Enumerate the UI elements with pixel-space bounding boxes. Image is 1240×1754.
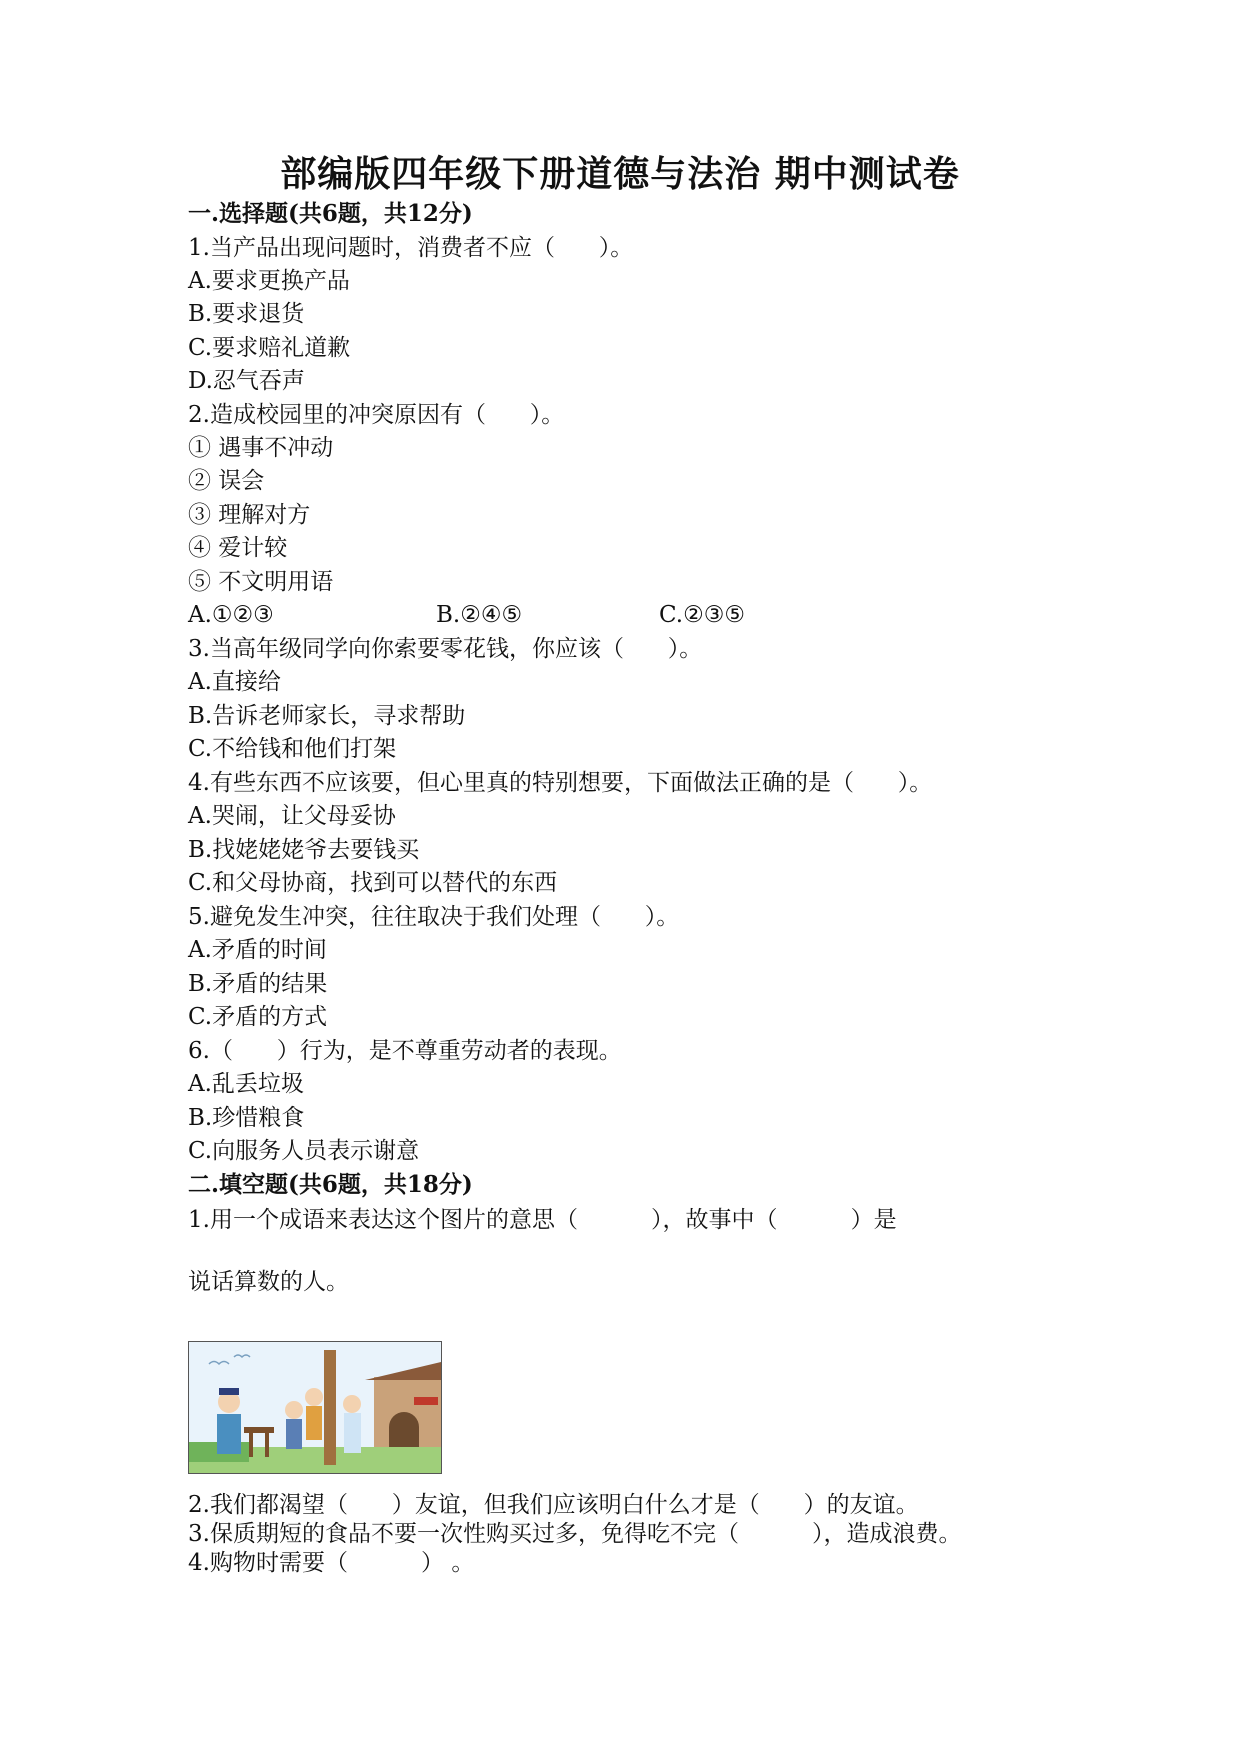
- statement-item: ⑤ 不文明用语: [188, 569, 334, 595]
- answer-option: B.找姥姥姥爷去要钱买: [188, 837, 420, 863]
- answer-option: B.告诉老师家长，寻求帮助: [188, 703, 466, 729]
- answer-option: A.乱丢垃圾: [188, 1071, 304, 1097]
- statement-item: ④ 爱计较: [188, 535, 288, 561]
- statement-item: ① 遇事不冲动: [188, 435, 334, 461]
- statement-item: ③ 理解对方: [188, 502, 311, 528]
- fill-question: 4.购物时需要（ ） 。: [188, 1550, 475, 1576]
- answer-option: A.要求更换产品: [188, 268, 350, 294]
- question-stem: 1.当产品出现问题时，消费者不应（ ）。: [188, 235, 634, 261]
- answer-option: B.要求退货: [188, 301, 305, 327]
- question-stem: 2.造成校园里的冲突原因有（ ）。: [188, 402, 565, 428]
- answer-option: C.矛盾的方式: [188, 1004, 328, 1030]
- answer-option: C.和父母协商，找到可以替代的东西: [188, 870, 558, 896]
- answer-option: B.②④⑤: [436, 602, 523, 628]
- answer-option: A.①②③: [188, 602, 274, 628]
- answer-option: C.向服务人员表示谢意: [188, 1138, 420, 1164]
- answer-option: C.②③⑤: [659, 602, 745, 628]
- page-title: 部编版四年级下册道德与法治 期中测试卷: [280, 153, 960, 195]
- question-stem: 6.（ ）行为，是不尊重劳动者的表现。: [188, 1038, 622, 1064]
- answer-option: D.忍气吞声: [188, 368, 305, 394]
- question-stem: 4.有些东西不应该要，但心里真的特别想要，下面做法正确的是（ ）。: [188, 770, 933, 796]
- section-header-choice: 一.选择题(共6题，共12分): [188, 200, 473, 227]
- statement-item: ② 误会: [188, 468, 265, 494]
- question-stem: 5.避免发生冲突，往往取决于我们处理（ ）。: [188, 904, 680, 930]
- fill-question-continuation: 说话算数的人。: [188, 1269, 349, 1295]
- answer-option: C.不给钱和他们打架: [188, 736, 397, 762]
- question-stem: 3.当高年级同学向你索要零花钱，你应该（ ）。: [188, 636, 703, 662]
- answer-option: B.珍惜粮食: [188, 1105, 305, 1131]
- story-illustration-icon: [188, 1341, 442, 1474]
- answer-option: C.要求赔礼道歉: [188, 335, 351, 361]
- answer-option-row: [188, 600, 1088, 630]
- fill-question: 1.用一个成语来表达这个图片的意思（ ），故事中（ ）是: [188, 1207, 897, 1233]
- answer-option: A.哭闹，让父母妥协: [188, 803, 396, 829]
- fill-question: 3.保质期短的食品不要一次性购买过多，免得吃不完（ ），造成浪费。: [188, 1521, 962, 1547]
- fill-question: 2.我们都渴望（ ）友谊，但我们应该明白什么才是（ ）的友谊。: [188, 1492, 919, 1518]
- answer-option: A.矛盾的时间: [188, 937, 327, 963]
- section-header-fill: 二.填空题(共6题，共18分): [188, 1171, 473, 1198]
- answer-option: A.直接给: [188, 669, 281, 695]
- answer-option: B.矛盾的结果: [188, 971, 328, 997]
